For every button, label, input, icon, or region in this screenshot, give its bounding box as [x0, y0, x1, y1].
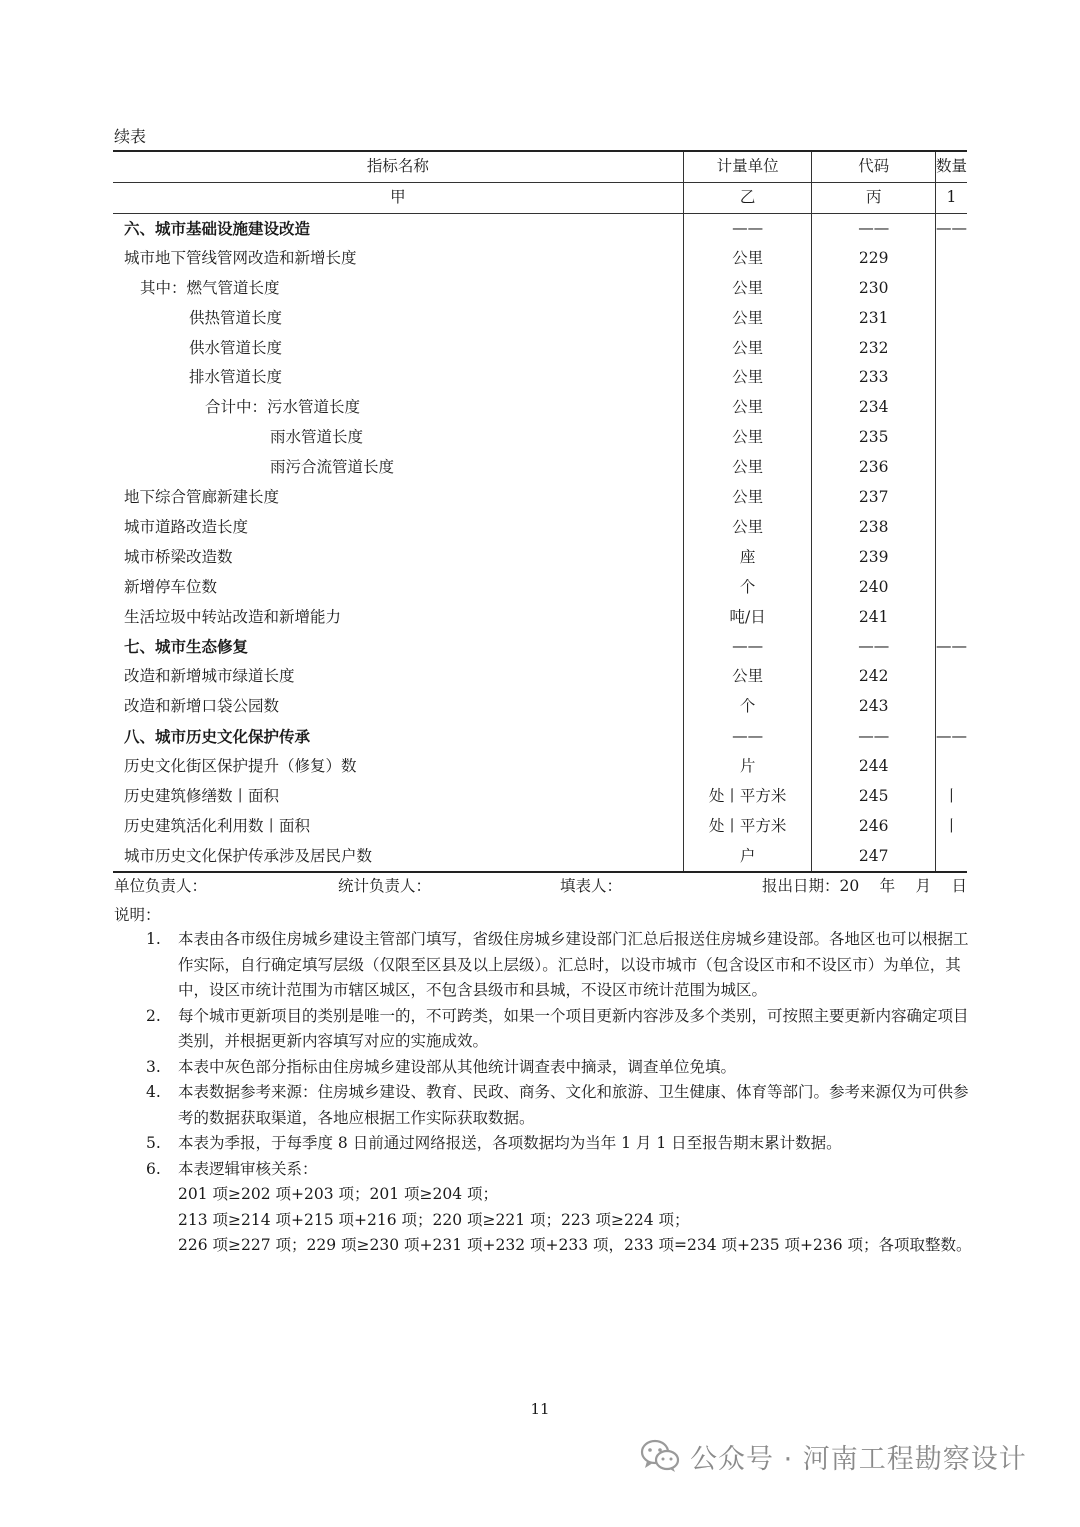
table-row	[113, 572, 967, 602]
unit-cell: 个	[683, 692, 812, 722]
indicator-name: 城市地下管线管网改造和新增长度	[124, 248, 357, 267]
unit-cell: ——	[683, 632, 812, 662]
note-item	[114, 1055, 974, 1081]
table-row	[113, 513, 967, 543]
unit-cell: 吨/日	[683, 602, 812, 632]
table-row	[113, 483, 967, 513]
indicator-name: 新增停车位数	[124, 577, 218, 596]
code-cell: ——	[812, 213, 936, 243]
code-cell: 239	[812, 543, 936, 573]
code-1: 1	[935, 182, 967, 213]
quantity-cell	[935, 453, 967, 483]
indicator-name: 城市桥梁改造数	[124, 547, 233, 566]
note-text: 本表中灰色部分指标由住房城乡建设部从其他统计调查表中摘录，调查单位免填。	[178, 1057, 737, 1076]
note-text: 本表为季报，于每季度 8 日前通过网络报送，各项数据均为当年 1 月 1 日至报告期末累计数据。	[178, 1134, 842, 1152]
indicator-table	[113, 150, 967, 873]
note-number: 3.	[146, 1057, 161, 1076]
quantity-cell	[935, 543, 967, 573]
quantity-cell	[935, 841, 967, 872]
code-cell: ——	[812, 632, 936, 662]
indicator-name: 六、城市基础设施建设改造	[124, 218, 311, 238]
code-cell: 233	[812, 363, 936, 393]
unit-cell: 公里	[683, 333, 812, 363]
watermark-text: 公众号 · 河南工程勘察设计	[690, 1443, 1027, 1475]
indicator-name: 城市道路改造长度	[124, 517, 249, 536]
indicator-name: 历史建筑修缮数丨面积	[124, 786, 280, 805]
unit-head-label: 单位负责人：	[114, 877, 208, 895]
code-cell: 236	[812, 453, 936, 483]
indicator-name: 八、城市历史文化保护传承	[124, 727, 311, 747]
code-cell: 247	[812, 841, 936, 872]
unit-cell: 个	[683, 572, 812, 602]
notes-title: 说明：	[114, 906, 161, 924]
indicator-name: 排水管道长度	[189, 368, 283, 387]
note-number: 1.	[146, 930, 161, 948]
unit-cell: 公里	[683, 274, 812, 304]
unit-cell: ——	[683, 213, 812, 243]
quantity-cell	[935, 244, 967, 274]
section-row	[113, 632, 967, 662]
header-unit: 计量单位	[683, 151, 812, 182]
table-row	[113, 812, 967, 842]
stats-head-label: 统计负责人：	[338, 877, 432, 895]
quantity-cell	[935, 333, 967, 363]
unit-cell: 公里	[683, 393, 812, 423]
filler-label: 填表人：	[560, 877, 623, 895]
table-row	[113, 274, 967, 304]
indicator-name: 地下综合管廊新建长度	[124, 487, 280, 506]
unit-cell: 座	[683, 543, 812, 573]
quantity-cell	[935, 602, 967, 632]
code-jia: 甲	[113, 182, 683, 213]
code-cell: 242	[812, 662, 936, 692]
table-row	[113, 363, 967, 393]
unit-cell: ——	[683, 722, 812, 752]
note-text: 本表数据参考来源：住房城乡建设、教育、民政、商务、文化和旅游、卫生健康、体育等部门。参考来源仅为可供参考的数据获取渠道，各地应根据工作实际获取数据。	[178, 1083, 969, 1127]
quantity-cell	[935, 393, 967, 423]
quantity-cell	[935, 572, 967, 602]
quantity-cell: 丨	[935, 782, 967, 812]
code-cell: 231	[812, 303, 936, 333]
quantity-cell	[935, 692, 967, 722]
code-cell: 232	[812, 333, 936, 363]
report-date-label: 报出日期：20 年 月 日	[761, 877, 967, 895]
quantity-cell: ——	[935, 632, 967, 662]
note-number: 6.	[146, 1159, 161, 1178]
note-item	[114, 1157, 974, 1183]
quantity-cell	[935, 423, 967, 453]
unit-cell: 处丨平方米	[683, 782, 812, 812]
note-text: 本表由各市级住房城乡建设主管部门填写，省级住房城乡建设部门汇总后报送住房城乡建设部。各地区也可以根据工作实际，自行确定填写层级（仅限至区县及以上层级）。汇总时，以设市城市（包含设区市和不设区市）为单位，其中，设区市统计范围为市辖区城区，不包含县级市和县城，不设区市统计范围为城区。	[178, 930, 969, 999]
table-row	[113, 303, 967, 333]
indicator-name: 七、城市生态修复	[124, 637, 249, 657]
indicator-name: 雨污合流管道长度	[270, 458, 395, 477]
column-code-row	[113, 182, 967, 213]
header-indicator-name: 指标名称	[113, 151, 683, 182]
table-row	[113, 782, 967, 812]
unit-cell: 公里	[683, 244, 812, 274]
table-row	[113, 244, 967, 274]
note-item	[114, 927, 974, 1004]
unit-cell: 公里	[683, 513, 812, 543]
code-cell: 245	[812, 782, 936, 812]
note-number: 2.	[146, 1006, 161, 1025]
quantity-cell	[935, 662, 967, 692]
unit-cell: 公里	[683, 483, 812, 513]
code-cell: 238	[812, 513, 936, 543]
note-number: 5.	[146, 1134, 161, 1152]
code-cell: 229	[812, 244, 936, 274]
code-cell: 230	[812, 274, 936, 304]
quantity-cell	[935, 274, 967, 304]
logic-rule-line: 213 项≥214 项+215 项+216 项；220 项≥221 项；223 项≥224 项；	[178, 1210, 690, 1229]
quantity-cell: ——	[935, 722, 967, 752]
quantity-cell	[935, 483, 967, 513]
unit-cell: 公里	[683, 662, 812, 692]
code-cell: 237	[812, 483, 936, 513]
table-row	[113, 453, 967, 483]
indicator-name: 改造和新增口袋公园数	[124, 697, 280, 716]
wechat-icon	[640, 1438, 680, 1474]
logic-rule-line: 201 项≥202 项+203 项；201 项≥204 项；	[178, 1185, 499, 1203]
note-text: 每个城市更新项目的类别是唯一的，不可跨类，如果一个项目更新内容涉及多个类别，可按照主要更新内容确定项目类别，并根据更新内容填写对应的实施成效。	[178, 1006, 969, 1050]
quantity-cell	[935, 752, 967, 782]
code-cell: 244	[812, 752, 936, 782]
indicator-name: 历史建筑活化利用数丨面积	[124, 816, 311, 835]
code-cell: 241	[812, 602, 936, 632]
page-number: 11	[530, 1400, 550, 1418]
header-code: 代码	[812, 151, 936, 182]
logic-rule-line: 226 项≥227 项；229 项≥230 项+231 项+232 项+233 项，233 项=234 项+235 项+236 项；各项取整数。	[178, 1236, 972, 1254]
table-row	[113, 393, 967, 423]
code-cell: 243	[812, 692, 936, 722]
table-row	[113, 423, 967, 453]
indicator-name: 合计中：污水管道长度	[205, 398, 361, 417]
note-item	[114, 1080, 974, 1131]
code-yi: 乙	[683, 182, 812, 213]
notes-section	[114, 903, 974, 1259]
code-cell: 246	[812, 812, 936, 842]
table-row	[113, 662, 967, 692]
quantity-cell: ——	[935, 213, 967, 243]
quantity-cell: 丨	[935, 812, 967, 842]
section-row	[113, 722, 967, 752]
quantity-cell	[935, 303, 967, 333]
watermark	[640, 1430, 1027, 1482]
code-cell: ——	[812, 722, 936, 752]
indicator-name: 供热管道长度	[189, 308, 283, 327]
unit-cell: 公里	[683, 363, 812, 393]
quantity-cell	[935, 513, 967, 543]
table-row	[113, 602, 967, 632]
table-header-row	[113, 151, 967, 182]
section-row	[113, 213, 967, 243]
indicator-name: 其中：燃气管道长度	[140, 278, 280, 297]
unit-cell: 片	[683, 752, 812, 782]
note-item	[114, 1131, 974, 1157]
indicator-name: 历史文化街区保护提升（修复）数	[124, 757, 357, 775]
code-cell: 235	[812, 423, 936, 453]
note-item	[114, 1004, 974, 1055]
unit-cell: 公里	[683, 453, 812, 483]
code-bing: 丙	[812, 182, 936, 213]
code-cell: 240	[812, 572, 936, 602]
unit-cell: 公里	[683, 423, 812, 453]
table-caption: 续表	[114, 127, 147, 146]
table-row	[113, 752, 967, 782]
table-row	[113, 841, 967, 872]
quantity-cell	[935, 363, 967, 393]
indicator-name: 城市历史文化保护传承涉及居民户数	[124, 846, 373, 865]
note-text: 本表逻辑审核关系：	[178, 1159, 318, 1178]
table-row	[113, 333, 967, 363]
table-row	[113, 543, 967, 573]
indicator-name: 雨水管道长度	[270, 428, 364, 447]
code-cell: 234	[812, 393, 936, 423]
table-row	[113, 692, 967, 722]
header-quantity: 数量	[935, 151, 967, 182]
unit-cell: 处丨平方米	[683, 812, 812, 842]
unit-cell: 公里	[683, 303, 812, 333]
unit-cell: 户	[683, 841, 812, 872]
indicator-name: 供水管道长度	[189, 338, 283, 357]
indicator-name: 改造和新增城市绿道长度	[124, 667, 295, 686]
indicator-name: 生活垃圾中转站改造和新增能力	[124, 607, 342, 626]
note-number: 4.	[146, 1083, 161, 1101]
